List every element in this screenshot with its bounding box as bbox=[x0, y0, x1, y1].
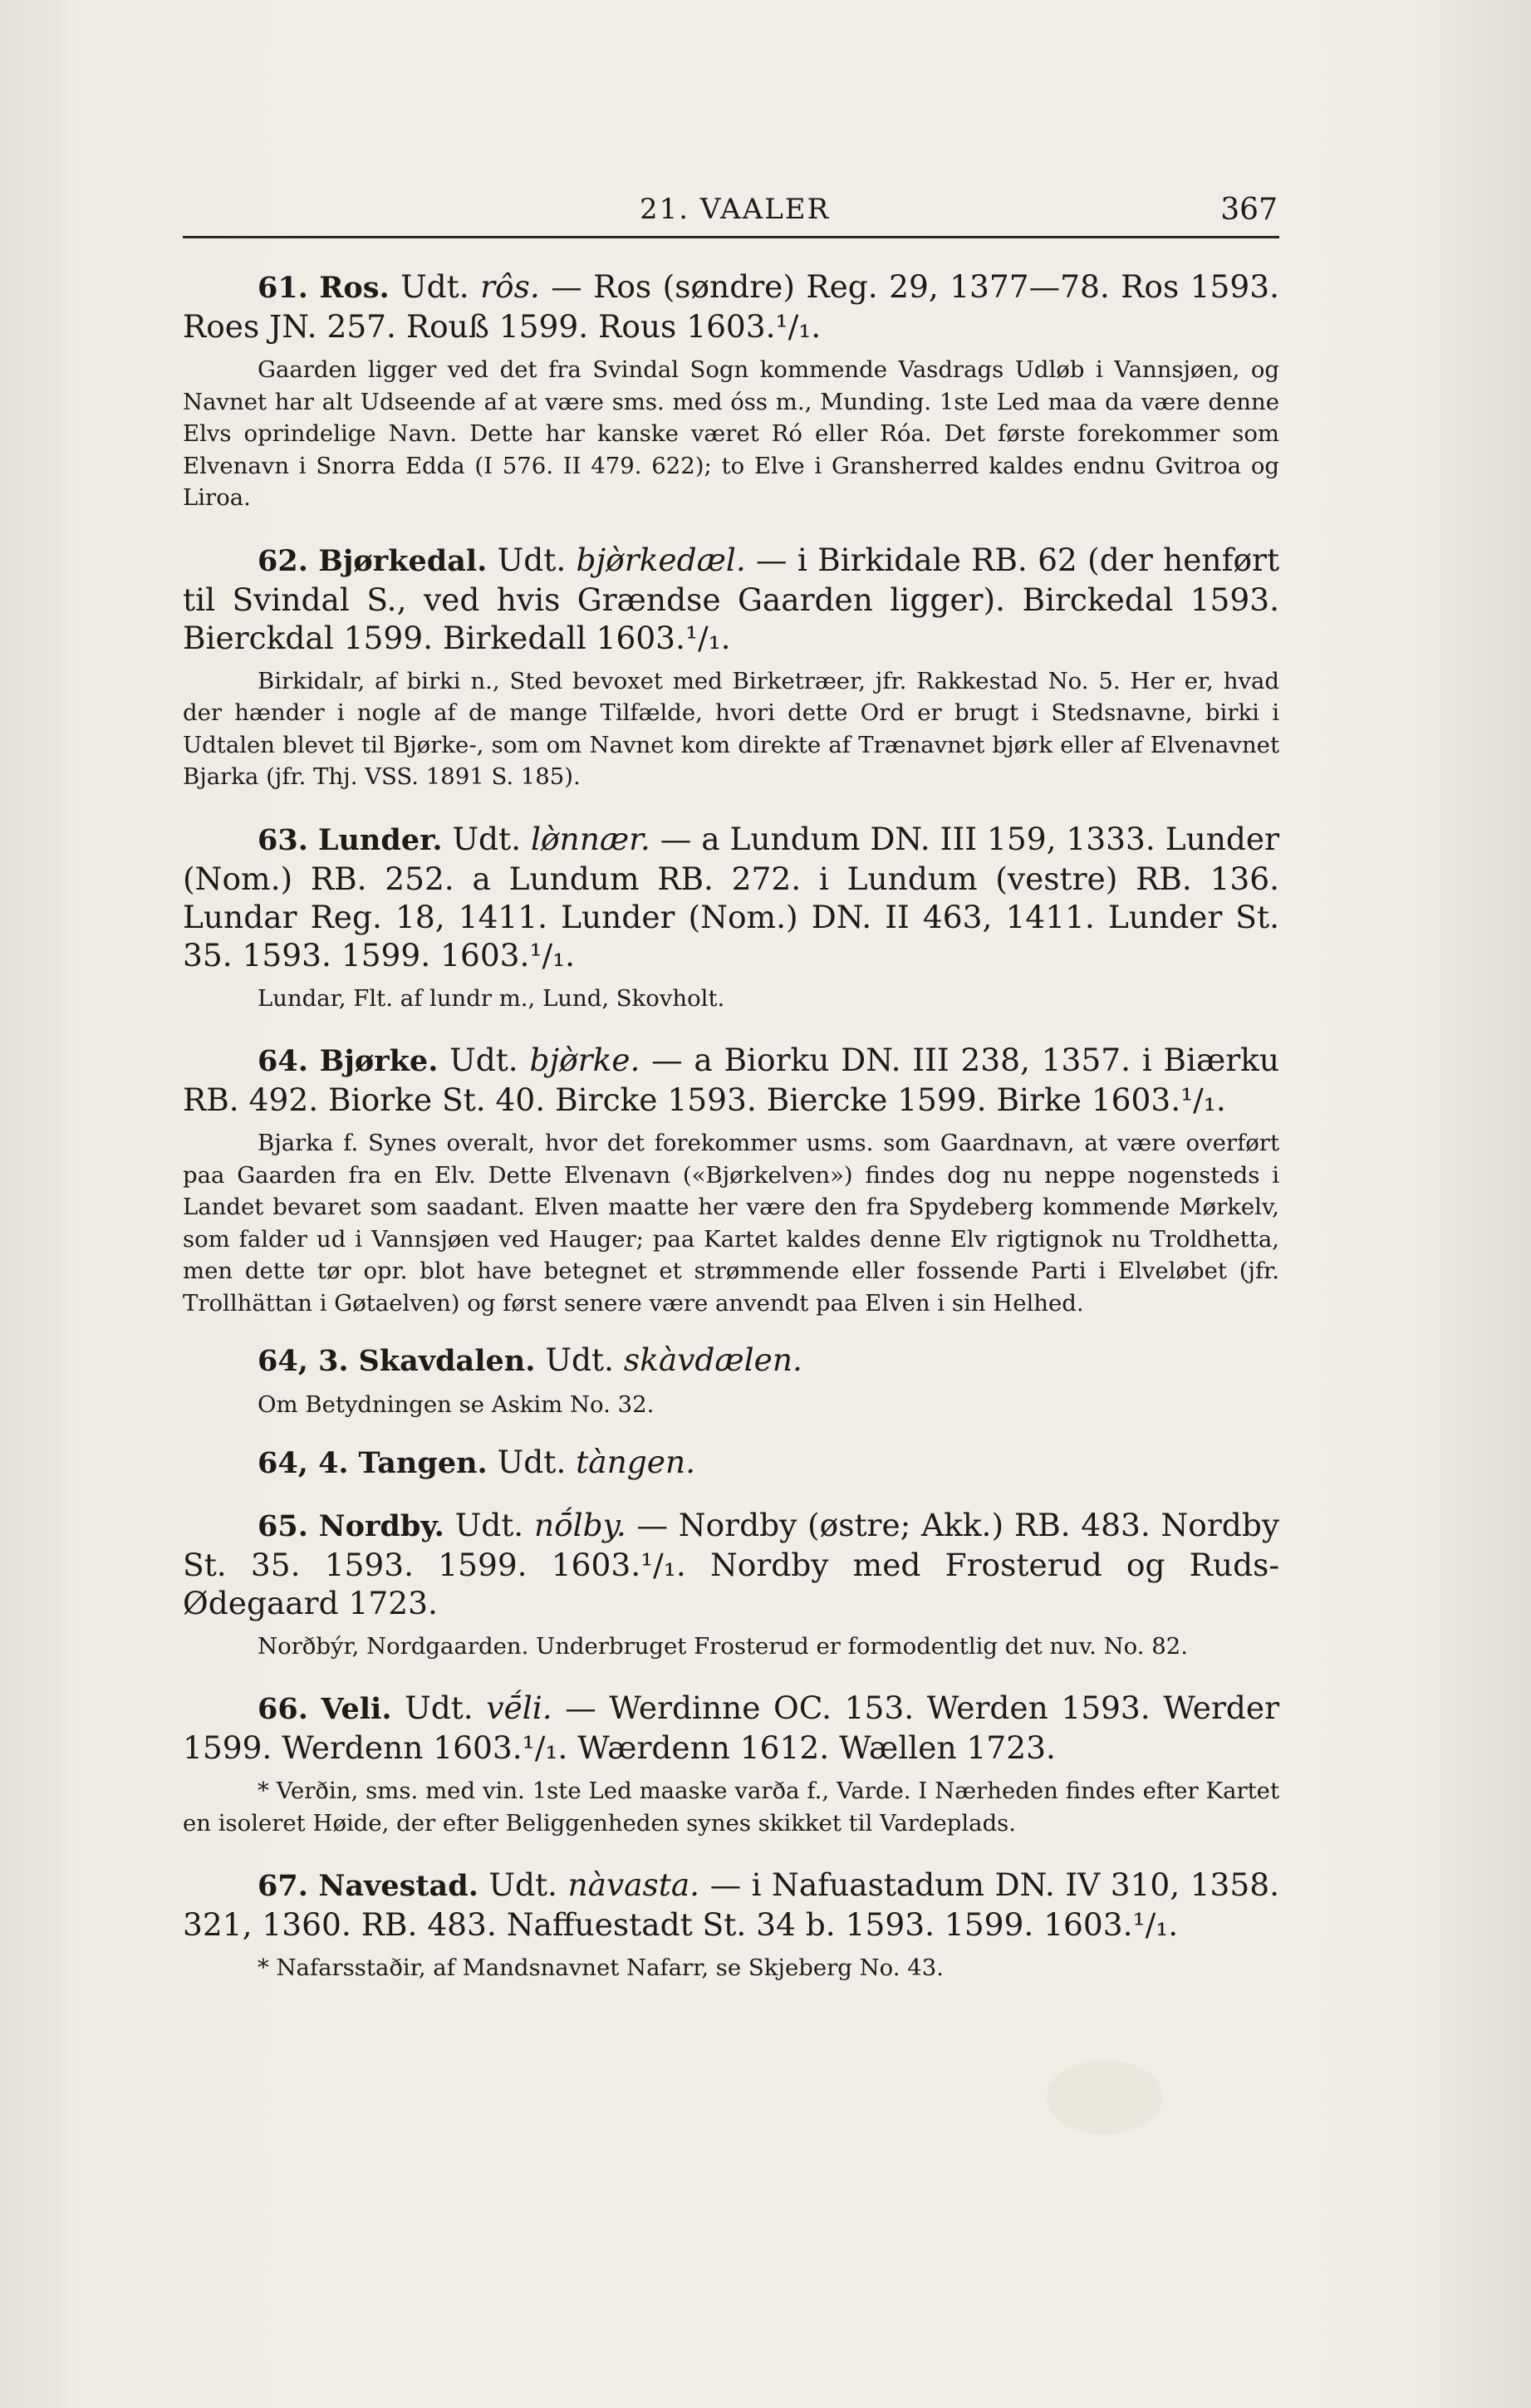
entry-number: 67. bbox=[258, 1869, 308, 1903]
historical-forms: — Ros (søndre) Reg. 29, 1377—78. Ros 1593. Roes JN. 257. Rouß 1599. Rous 1603.¹/₁. bbox=[183, 268, 1280, 345]
entry-main bbox=[183, 1506, 1279, 1622]
entry-note: Om Betydningen se Askim No. 32. bbox=[258, 1391, 655, 1418]
entry-64-4 bbox=[183, 1443, 1279, 1483]
farm-name: Skavdalen. bbox=[358, 1344, 536, 1378]
pronunciation: rôs. bbox=[480, 268, 540, 305]
pronunciation: nàvasta. bbox=[567, 1866, 700, 1903]
pronunciation-label: Udt. bbox=[452, 820, 522, 857]
entry-main bbox=[183, 820, 1279, 974]
page-body bbox=[183, 267, 1279, 1984]
entry-note: Norðbýr, Nordgaarden. Underbruget Frosterud er formodentlig det nuv. No. 82. bbox=[258, 1632, 1188, 1660]
running-head bbox=[183, 189, 1279, 238]
pronunciation-label: Udt. bbox=[400, 268, 469, 305]
entry-main bbox=[183, 1689, 1279, 1767]
entry-number: 64. bbox=[258, 1044, 308, 1078]
entry-64-3 bbox=[183, 1341, 1279, 1421]
pronunciation-label: Udt. bbox=[449, 1042, 518, 1078]
entry-67 bbox=[183, 1866, 1279, 1984]
entry-main bbox=[183, 1866, 1279, 1944]
farm-name: Tangen. bbox=[358, 1445, 488, 1480]
pronunciation-label: Udt. bbox=[454, 1506, 524, 1543]
farm-name: Navestad. bbox=[318, 1869, 478, 1903]
farm-name: Bjørke. bbox=[319, 1044, 439, 1078]
entry-main bbox=[183, 1443, 1279, 1483]
entry-63 bbox=[183, 820, 1279, 1015]
pronunciation: vḗli. bbox=[486, 1690, 552, 1726]
page-number: 367 bbox=[1220, 193, 1278, 227]
entry-note: Lundar, Flt. af lundr m., Lund, Skovholt. bbox=[258, 984, 725, 1012]
pronunciation-label: Udt. bbox=[497, 541, 567, 578]
historical-forms: — a Biorku DN. III 238, 1357. i Biærku RB. 492. Biorke St. 40. Bircke 1593. Biercke 1599. Birke 1603.¹/₁. bbox=[183, 1042, 1280, 1118]
farm-name: Nordby. bbox=[318, 1508, 444, 1543]
pronunciation: nṓlby. bbox=[533, 1506, 626, 1543]
pronunciation-label: Udt. bbox=[545, 1341, 614, 1378]
pronunciation-label: Udt. bbox=[497, 1443, 567, 1480]
entry-note: * Verðin, sms. med vin. 1ste Led maaske varða f., Varde. I Nærheden findes efter Kartet en isoleret Høide, der efter Beliggenheden synes skikket til Vardeplads. bbox=[183, 1778, 1279, 1837]
entry-number: 63. bbox=[258, 822, 308, 857]
entry-62 bbox=[183, 541, 1279, 793]
pronunciation: lø̀nnær. bbox=[530, 820, 650, 857]
farm-name: Ros. bbox=[319, 271, 390, 305]
historical-forms: — i Birkidale RB. 62 (der henført til Svindal S., ved hvis Grændse Gaarden ligger). Birckedal 1593. Bierckdal 1599. Birkedall 1603.¹/₁. bbox=[183, 541, 1280, 656]
historical-forms: — Werdinne OC. 153. Werden 1593. Werder 1599. Werdenn 1603.¹/₁. Wærdenn 1612. Wællen 1723. bbox=[183, 1690, 1280, 1766]
historical-forms: — Nordby (østre; Akk.) RB. 483. Nordby St. 35. 1593. 1599. 1603.¹/₁. Nordby med Frosterud og Ruds-Ødegaard 1723. bbox=[183, 1506, 1280, 1621]
entry-61 bbox=[183, 267, 1279, 514]
entry-number: 64, 4. bbox=[258, 1445, 349, 1480]
farm-name: Bjørkedal. bbox=[318, 543, 488, 578]
historical-forms: — i Nafuastadum DN. IV 310, 1358. 321, 1360. RB. 483. Naffuestadt St. 34 b. 1593. 1599. 1603.¹/₁. bbox=[183, 1866, 1280, 1943]
entry-note: Bjarka f. Synes overalt, hvor det forekommer usms. som Gaardnavn, at være overført paa Gaarden fra en Elv. Dette Elvenavn («Bjørkelven») findes dog nu neppe nogensteds i Landet bevaret som saadant. Elven maatte her være den fra Spydeberg kommende Mørkelv, som falder ud i Vannsjøen ved Hauger; paa Kartet kaldes denne Elv rigtignok nu Troldhetta, men dette tør opr. blot have betegnet et strømmende eller fossende Parti i Elveløbet (jfr. Trollhättan i Gøtaelven) og først senere være anvendt paa Elven i sin Helhed. bbox=[183, 1130, 1279, 1317]
entry-64 bbox=[183, 1041, 1279, 1319]
pronunciation: skàvdælen. bbox=[623, 1341, 802, 1378]
historical-forms: — a Lundum DN. III 159, 1333. Lunder (Nom.) RB. 252. a Lundum RB. 272. i Lundum (vestre) RB. 136. Lundar Reg. 18, 1411. Lunder (Nom.) DN. II 463, 1411. Lunder St. 35. 1593. 1599. 1603.¹/₁. bbox=[183, 820, 1280, 973]
pronunciation: bjø̀rke. bbox=[529, 1042, 640, 1078]
entry-number: 66. bbox=[258, 1692, 308, 1726]
farm-name: Veli. bbox=[321, 1692, 392, 1726]
entry-number: 65. bbox=[258, 1508, 308, 1543]
entry-66 bbox=[183, 1689, 1279, 1839]
entry-number: 64, 3. bbox=[258, 1344, 349, 1378]
entry-main bbox=[183, 1041, 1279, 1119]
entry-main bbox=[183, 541, 1279, 657]
entry-number: 61. bbox=[258, 271, 308, 305]
entry-note: Birkidalr, af birki n., Sted bevoxet med Birketræer, jfr. Rakkestad No. 5. Her er, hvad der hænder i nogle af de mange Tilfælde, hvori dette Ord er brugt i Stedsnavne, birki i Udtalen blevet til Bjørke-, som om Navnet kom direkte af Trænavnet bjørk eller af Elvenavnet Bjarka (jfr. Thj. VSS. 1891 S. 185). bbox=[183, 667, 1279, 790]
pronunciation-label: Udt. bbox=[488, 1866, 557, 1903]
pronunciation-label: Udt. bbox=[405, 1690, 474, 1726]
pronunciation: bjø̀rkedæl. bbox=[576, 541, 746, 578]
entry-note: Gaarden ligger ved det fra Svindal Sogn kommende Vasdrags Udløb i Vannsjøen, og Navnet har alt Udseende af at være sms. med óss m., Munding. 1ste Led maa da være denne Elvs oprindelige Navn. Dette har kanske været Ró eller Róa. Det første forekommer som Elvenavn i Snorra Edda (I 576. II 479. 622); to Elve i Gransherred kaldes endnu Gvitroa og Liroa. bbox=[183, 356, 1279, 511]
entry-main bbox=[183, 267, 1279, 346]
farm-name: Lunder. bbox=[317, 822, 443, 857]
entry-number: 62. bbox=[258, 543, 308, 578]
pronunciation: tàngen. bbox=[576, 1443, 696, 1480]
entry-main bbox=[183, 1341, 1279, 1381]
entry-65 bbox=[183, 1506, 1279, 1663]
entry-note: * Nafarsstaðir, af Mandsnavnet Nafarr, se Skjeberg No. 43. bbox=[258, 1954, 944, 1981]
chapter-title: 21. VAALER bbox=[640, 193, 831, 226]
paper-stain bbox=[1047, 2060, 1163, 2135]
